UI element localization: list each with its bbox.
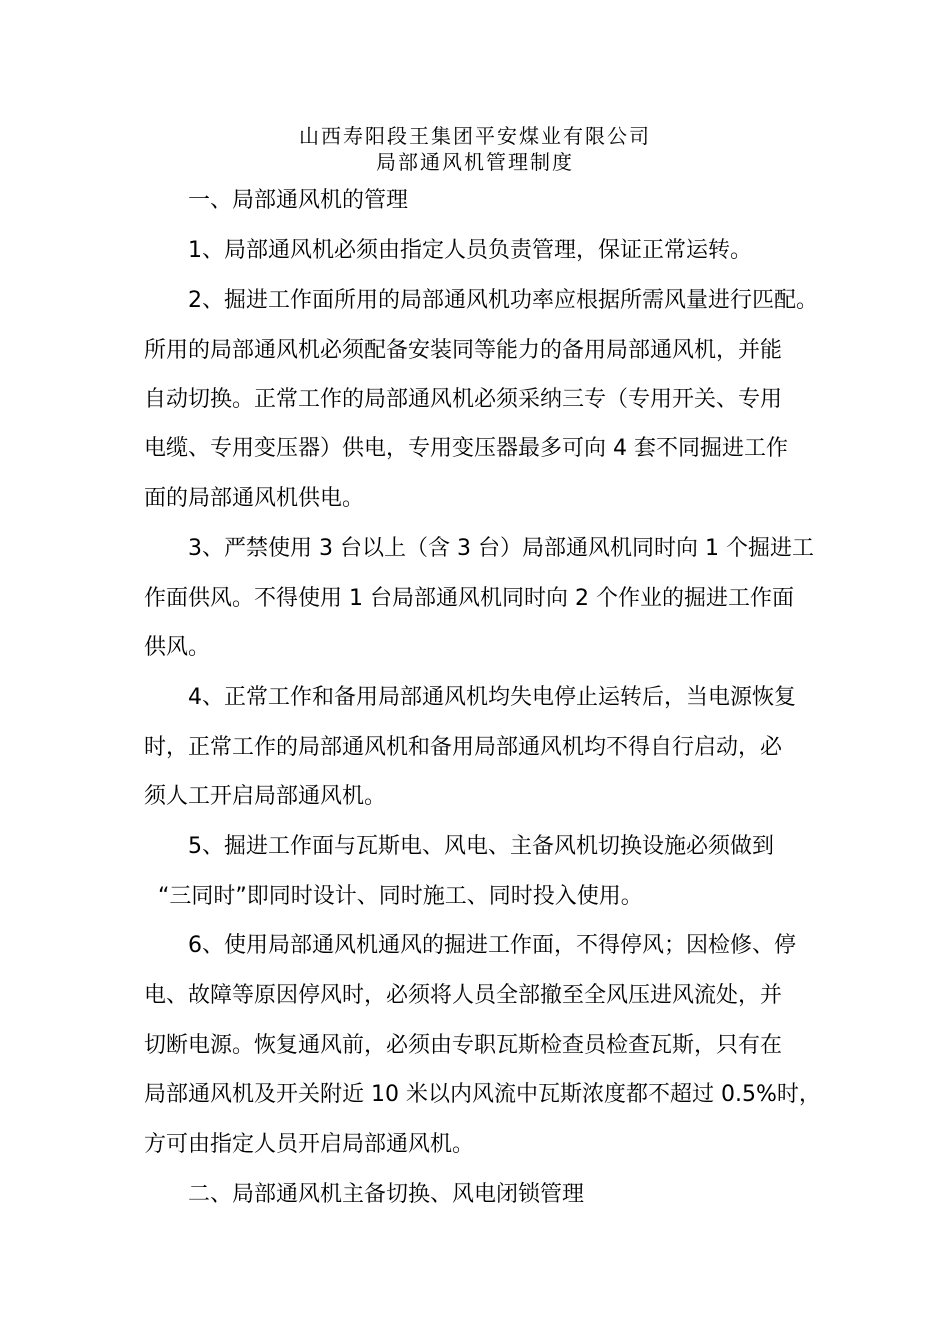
paragraph-line: 3、严禁使用 3 台以上（含 3 台）局部通风机同时向 1 个掘进工 xyxy=(188,536,814,561)
company-title: 山西寿阳段王集团平安煤业有限公司 xyxy=(299,124,651,148)
paragraph-line: “三同时”即同时设计、同时施工、同时投入使用。 xyxy=(158,884,643,909)
paragraph-line: 电、故障等原因停风时，必须将人员全部撤至全风压进风流处，并 xyxy=(144,983,783,1008)
document-title: 局部通风机管理制度 xyxy=(376,150,574,174)
paragraph-line: 所用的局部通风机必须配备安装同等能力的备用局部通风机，并能 xyxy=(144,338,783,363)
paragraph-line: 2、掘进工作面所用的局部通风机功率应根据所需风量进行匹配。 xyxy=(188,288,818,313)
paragraph-line: 供风。 xyxy=(144,635,211,660)
paragraph-line: 方可由指定人员开启局部通风机。 xyxy=(144,1132,475,1157)
paragraph-line: 4、正常工作和备用局部通风机均失电停止运转后，当电源恢复 xyxy=(188,685,796,710)
paragraph-line: 局部通风机及开关附近 10 米以内风流中瓦斯浓度都不超过 0.5%时， xyxy=(144,1082,821,1107)
paragraph-line: 时，正常工作的局部通风机和备用局部通风机均不得自行启动，必 xyxy=(144,735,783,760)
section-heading: 一、局部通风机的管理 xyxy=(188,188,409,213)
paragraph-line: 6、使用局部通风机通风的掘进工作面，不得停风；因检修、停 xyxy=(188,933,796,958)
paragraph-line: 切断电源。恢复通风前，必须由专职瓦斯检查员检查瓦斯，只有在 xyxy=(144,1033,783,1058)
paragraph-line: 5、掘进工作面与瓦斯电、风电、主备风机切换设施必须做到 xyxy=(188,834,774,859)
paragraph-line: 1、局部通风机必须由指定人员负责管理，保证正常运转。 xyxy=(188,238,752,263)
paragraph-line: 电缆、专用变压器）供电，专用变压器最多可向 4 套不同掘进工作 xyxy=(144,436,788,461)
paragraph-line: 面的局部通风机供电。 xyxy=(144,486,365,511)
paragraph-line: 自动切换。正常工作的局部通风机必须采纳三专（专用开关、专用 xyxy=(144,387,783,412)
paragraph-line: 作面供风。不得使用 1 台局部通风机同时向 2 个作业的掘进工作面 xyxy=(144,586,794,611)
paragraph-line: 须人工开启局部通风机。 xyxy=(144,784,387,809)
section-heading: 二、局部通风机主备切换、风电闭锁管理 xyxy=(188,1182,585,1207)
